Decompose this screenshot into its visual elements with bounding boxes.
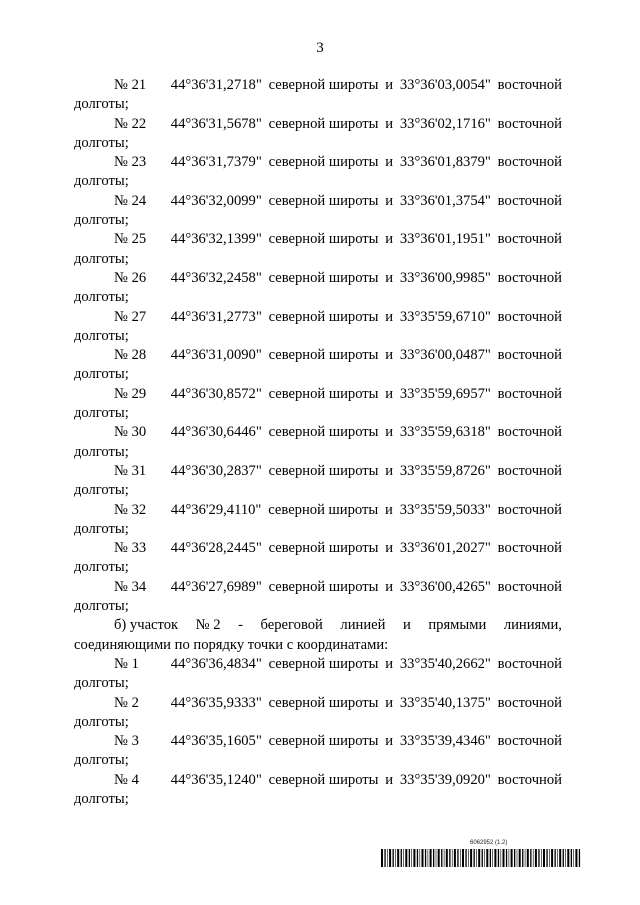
and-label: и <box>385 501 393 518</box>
east-label: восточной <box>497 154 562 171</box>
latitude-value: 44°36'29,4110" <box>170 501 262 518</box>
longitude-value: 33°36'01,1951" <box>399 231 491 248</box>
coordinate-row-continued <box>74 250 562 269</box>
longitude-label: долготы; <box>74 598 129 615</box>
point-number: № 3 <box>114 733 139 750</box>
latitude-value: 44°36'30,8572" <box>170 385 262 402</box>
east-label: восточной <box>497 269 562 286</box>
longitude-label: долготы; <box>74 212 129 229</box>
and-label: и <box>385 578 394 595</box>
point-number: № 25 <box>114 231 147 248</box>
north-label: северной широты <box>268 347 379 364</box>
north-label: северной широты <box>268 655 379 672</box>
north-label: северной широты <box>268 269 379 286</box>
longitude-label: долготы; <box>74 134 129 151</box>
coordinate-row-continued <box>74 674 562 693</box>
east-label: восточной <box>497 424 562 441</box>
longitude-label: долготы; <box>74 443 129 460</box>
point-number: № 22 <box>114 115 147 132</box>
and-label: и <box>385 540 394 557</box>
longitude-label: долготы; <box>74 327 129 344</box>
page-number: 3 <box>316 40 324 56</box>
section-b-subheading: соединяющими по порядку точки с координатами: <box>74 636 389 653</box>
longitude-value: 33°36'00,0487" <box>399 347 491 364</box>
coordinate-row <box>74 76 562 95</box>
east-label: восточной <box>497 501 562 518</box>
latitude-value: 44°36'31,2718" <box>170 77 262 93</box>
point-number: № 2 <box>114 694 139 711</box>
latitude-value: 44°36'32,2458" <box>170 269 262 286</box>
east-label: восточной <box>497 462 562 479</box>
and-label: и <box>385 231 394 248</box>
north-label: северной широты <box>268 578 379 595</box>
point-number: № 4 <box>114 771 139 788</box>
coordinate-row-continued <box>74 443 562 462</box>
coordinate-row <box>74 423 562 442</box>
longitude-value: 33°36'02,1716" <box>399 115 491 132</box>
longitude-label: долготы; <box>74 713 129 730</box>
north-label: северной широты <box>268 77 379 93</box>
and-label: и <box>385 462 394 479</box>
longitude-value: 33°35'59,5033" <box>399 501 491 518</box>
coordinate-row-continued <box>74 790 562 809</box>
coordinate-row <box>74 771 562 790</box>
longitude-value: 33°35'39,4346" <box>399 733 491 750</box>
latitude-value: 44°36'31,7379" <box>170 154 262 171</box>
longitude-value: 33°35'59,6710" <box>399 308 491 325</box>
and-label: и <box>385 694 394 711</box>
coordinate-row <box>74 732 562 751</box>
latitude-value: 44°36'28,2445" <box>170 540 262 557</box>
coordinate-row <box>74 192 562 211</box>
coordinate-row <box>74 385 562 404</box>
coordinate-row-continued <box>74 327 562 346</box>
and-label: и <box>385 733 394 750</box>
east-label: восточной <box>497 694 562 711</box>
coordinate-row-continued <box>74 365 562 384</box>
east-label: восточной <box>497 733 562 750</box>
longitude-value: 33°36'00,4265" <box>399 578 491 595</box>
longitude-value: 33°35'40,1375" <box>399 694 491 711</box>
latitude-value: 44°36'31,0090" <box>170 347 262 364</box>
coordinate-row-continued <box>74 134 562 153</box>
east-label: восточной <box>497 771 562 788</box>
and-label: и <box>385 269 394 286</box>
point-number: № 28 <box>114 347 147 364</box>
east-label: восточной <box>497 385 562 402</box>
longitude-value: 33°36'00,9985" <box>399 269 491 286</box>
coordinate-row <box>74 501 562 520</box>
latitude-value: 44°36'35,9333" <box>170 694 262 711</box>
coordinate-row-continued <box>74 211 562 230</box>
barcode <box>381 840 581 868</box>
longitude-label: долготы; <box>74 559 129 576</box>
coordinate-row <box>74 308 562 327</box>
longitude-value: 33°36'01,3754" <box>399 192 491 209</box>
point-number: № 29 <box>114 385 147 402</box>
longitude-label: долготы; <box>74 173 129 190</box>
longitude-label: долготы; <box>74 366 129 383</box>
section-b-word: прямыми <box>428 617 487 634</box>
latitude-value: 44°36'30,2837" <box>170 462 262 479</box>
longitude-value: 33°36'03,0054" <box>399 77 491 93</box>
point-number: № 1 <box>114 655 139 672</box>
coordinate-row-continued <box>74 597 562 616</box>
latitude-value: 44°36'32,1399" <box>170 231 262 248</box>
east-label: восточной <box>497 540 562 557</box>
point-number: № 23 <box>114 154 147 171</box>
east-label: восточной <box>497 655 562 672</box>
point-number: № 30 <box>114 424 147 441</box>
coordinate-row <box>74 230 562 249</box>
north-label: северной широты <box>268 501 379 518</box>
latitude-value: 44°36'32,0099" <box>170 192 262 209</box>
longitude-label: долготы; <box>74 675 129 692</box>
longitude-label: долготы; <box>74 96 129 113</box>
coordinate-row <box>74 694 562 713</box>
north-label: северной широты <box>268 154 379 171</box>
coordinate-row-continued <box>74 520 562 539</box>
latitude-value: 44°36'35,1240" <box>170 771 262 788</box>
and-label: и <box>385 424 394 441</box>
latitude-value: 44°36'36,4834" <box>170 655 262 672</box>
coordinate-row-continued <box>74 713 562 732</box>
point-number: № 34 <box>114 578 147 595</box>
longitude-label: долготы; <box>74 520 129 537</box>
and-label: и <box>385 347 394 364</box>
north-label: северной широты <box>268 733 379 750</box>
longitude-label: долготы; <box>74 289 129 306</box>
latitude-value: 44°36'31,5678" <box>170 115 262 132</box>
latitude-value: 44°36'30,6446" <box>170 424 262 441</box>
point-number: № 21 <box>114 77 147 93</box>
latitude-value: 44°36'35,1605" <box>170 733 262 750</box>
point-number: № 26 <box>114 269 147 286</box>
longitude-label: долготы; <box>74 482 129 499</box>
east-label: восточной <box>497 192 562 209</box>
coordinate-row-continued <box>74 288 562 307</box>
coordinate-row <box>74 578 562 597</box>
point-number: № 32 <box>114 501 147 518</box>
section-b-word: № 2 <box>195 617 221 634</box>
longitude-value: 33°36'01,8379" <box>399 154 491 171</box>
and-label: и <box>385 115 394 132</box>
point-number: № 27 <box>114 308 147 325</box>
longitude-value: 33°35'40,2662" <box>399 655 491 672</box>
coordinate-row <box>74 153 562 172</box>
point-number: № 33 <box>114 540 147 557</box>
longitude-value: 33°35'59,8726" <box>399 462 491 479</box>
north-label: северной широты <box>268 694 379 711</box>
east-label: восточной <box>497 578 562 595</box>
north-label: северной широты <box>268 115 379 132</box>
north-label: северной широты <box>268 462 379 479</box>
barcode-bars-icon <box>381 849 581 867</box>
and-label: и <box>385 154 394 171</box>
coordinate-row-continued <box>74 558 562 577</box>
north-label: северной широты <box>268 424 379 441</box>
east-label: восточной <box>497 231 562 248</box>
section-b-heading <box>74 616 562 635</box>
longitude-label: долготы; <box>74 752 129 769</box>
east-label: восточной <box>497 77 562 93</box>
north-label: северной широты <box>268 308 379 325</box>
coordinate-row <box>74 115 562 134</box>
east-label: восточной <box>497 308 562 325</box>
longitude-value: 33°35'59,6318" <box>399 424 491 441</box>
north-label: северной широты <box>268 231 379 248</box>
and-label: и <box>385 308 394 325</box>
coordinate-row <box>74 269 562 288</box>
north-label: северной широты <box>268 771 379 788</box>
longitude-value: 33°35'59,6957" <box>399 385 491 402</box>
coordinate-list <box>74 76 562 809</box>
section-b-word: линиями, <box>503 617 562 634</box>
point-number: № 24 <box>114 192 147 209</box>
coordinate-row <box>74 346 562 365</box>
section-b-word: береговой <box>260 617 323 634</box>
east-label: восточной <box>497 347 562 364</box>
and-label: и <box>385 655 394 672</box>
point-number: № 31 <box>114 462 147 479</box>
section-b-word: б) участок <box>114 617 179 634</box>
section-b-word: - <box>238 617 243 634</box>
section-b-word: и <box>402 617 411 634</box>
and-label: и <box>385 385 394 402</box>
section-b-word: линией <box>340 617 386 634</box>
longitude-label: долготы; <box>74 790 129 807</box>
coordinate-row-continued <box>74 481 562 500</box>
north-label: северной широты <box>268 192 379 209</box>
and-label: и <box>385 771 394 788</box>
longitude-value: 33°36'01,2027" <box>399 540 491 557</box>
east-label: восточной <box>497 115 562 132</box>
and-label: и <box>385 77 394 93</box>
coordinate-row-continued <box>74 404 562 423</box>
coordinate-row-continued <box>74 172 562 191</box>
coordinate-row <box>74 655 562 674</box>
longitude-label: долготы; <box>74 250 129 267</box>
coordinate-row-continued <box>74 95 562 114</box>
north-label: северной широты <box>268 540 379 557</box>
coordinate-row <box>74 462 562 481</box>
barcode-caption: 6062952 (1.2) <box>470 840 508 846</box>
latitude-value: 44°36'27,6989" <box>170 578 262 595</box>
coordinate-row <box>74 539 562 558</box>
longitude-value: 33°35'39,0920" <box>399 771 491 788</box>
longitude-label: долготы; <box>74 405 129 422</box>
and-label: и <box>385 192 394 209</box>
latitude-value: 44°36'31,2773" <box>170 308 262 325</box>
coordinate-row-continued <box>74 751 562 770</box>
north-label: северной широты <box>268 385 379 402</box>
